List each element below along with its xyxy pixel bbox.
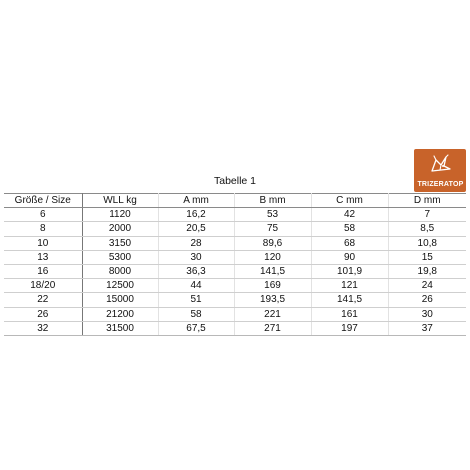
column-header-b: B mm: [234, 194, 311, 208]
cell-wll: 21200: [82, 307, 158, 321]
cell-d: 10,8: [388, 236, 466, 250]
cell-c: 141,5: [311, 293, 388, 307]
cell-c: 58: [311, 222, 388, 236]
cell-wll: 2000: [82, 222, 158, 236]
table-row: [4, 321, 466, 335]
cell-wll: 5300: [82, 250, 158, 264]
cell-a: 67,5: [158, 321, 234, 335]
table-row: [4, 250, 466, 264]
cell-a: 51: [158, 293, 234, 307]
cell-b: 271: [234, 321, 311, 335]
cell-b: 141,5: [234, 265, 311, 279]
cell-b: 89,6: [234, 236, 311, 250]
cell-d: 7: [388, 208, 466, 222]
column-header-size: Größe / Size: [4, 194, 82, 208]
cell-a: 28: [158, 236, 234, 250]
column-header-wll: WLL kg: [82, 194, 158, 208]
cell-d: 15: [388, 250, 466, 264]
size-table: [4, 193, 466, 336]
cell-size: 18/20: [4, 279, 82, 293]
cell-d: 24: [388, 279, 466, 293]
cell-b: 221: [234, 307, 311, 321]
cell-size: 8: [4, 222, 82, 236]
cell-size: 6: [4, 208, 82, 222]
table-row: [4, 208, 466, 222]
cell-b: 75: [234, 222, 311, 236]
cell-wll: 12500: [82, 279, 158, 293]
table-row: [4, 222, 466, 236]
cell-c: 42: [311, 208, 388, 222]
column-header-c: C mm: [311, 194, 388, 208]
cell-d: 37: [388, 321, 466, 335]
cell-b: 193,5: [234, 293, 311, 307]
cell-a: 16,2: [158, 208, 234, 222]
cell-a: 58: [158, 307, 234, 321]
cell-wll: 15000: [82, 293, 158, 307]
cell-d: 8,5: [388, 222, 466, 236]
cell-size: 22: [4, 293, 82, 307]
cell-a: 44: [158, 279, 234, 293]
cell-size: 16: [4, 265, 82, 279]
table-row: [4, 236, 466, 250]
cell-size: 26: [4, 307, 82, 321]
table-row: [4, 279, 466, 293]
triceratops-icon: [430, 154, 452, 174]
cell-c: 197: [311, 321, 388, 335]
cell-wll: 3150: [82, 236, 158, 250]
cell-a: 36,3: [158, 265, 234, 279]
column-header-a: A mm: [158, 194, 234, 208]
cell-size: 13: [4, 250, 82, 264]
table-row: [4, 307, 466, 321]
cell-size: 32: [4, 321, 82, 335]
cell-c: 68: [311, 236, 388, 250]
cell-b: 169: [234, 279, 311, 293]
cell-d: 30: [388, 307, 466, 321]
cell-a: 30: [158, 250, 234, 264]
table-caption: Tabelle 1: [213, 175, 257, 187]
cell-c: 161: [311, 307, 388, 321]
table-header-row: [4, 194, 466, 208]
cell-wll: 8000: [82, 265, 158, 279]
cell-c: 101,9: [311, 265, 388, 279]
cell-c: 90: [311, 250, 388, 264]
table-row: [4, 293, 466, 307]
cell-wll: 1120: [82, 208, 158, 222]
cell-d: 19,8: [388, 265, 466, 279]
cell-size: 10: [4, 236, 82, 250]
table-row: [4, 265, 466, 279]
cell-d: 26: [388, 293, 466, 307]
column-header-d: D mm: [388, 194, 466, 208]
table-body: [4, 208, 466, 336]
logo-wordmark: TRIZERATOP: [417, 181, 464, 188]
cell-wll: 31500: [82, 321, 158, 335]
cell-c: 121: [311, 279, 388, 293]
cell-a: 20,5: [158, 222, 234, 236]
cell-b: 120: [234, 250, 311, 264]
cell-b: 53: [234, 208, 311, 222]
